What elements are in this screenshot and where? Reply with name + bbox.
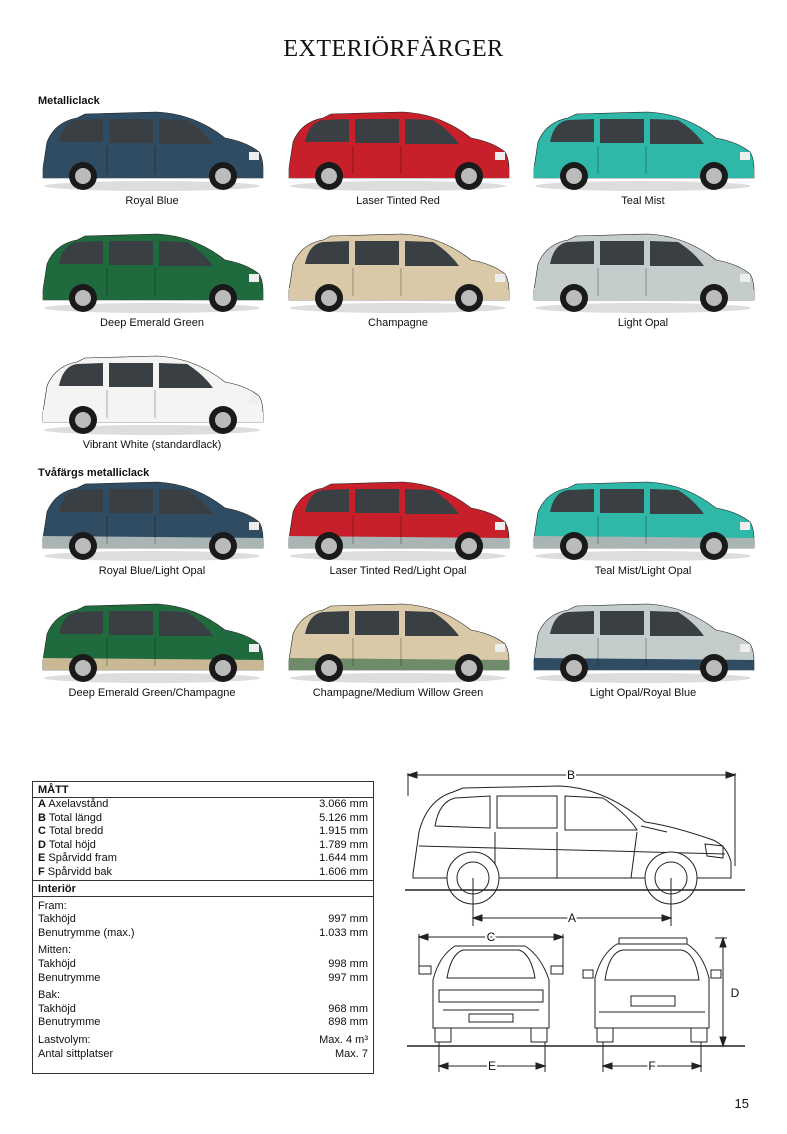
color-name: Light Opal <box>617 317 669 329</box>
dimension-row <box>33 852 373 866</box>
dimension-key: B <box>38 811 46 824</box>
color-name: Champagne <box>368 317 428 329</box>
color-swatch <box>37 352 267 452</box>
color-swatch <box>283 108 513 208</box>
color-name: Royal Blue/Light Opal <box>98 565 206 577</box>
interior-label: Antal sittplatser <box>38 1047 114 1060</box>
color-name: Light Opal/Royal Blue <box>589 687 697 699</box>
interior-value: Max. 4 m³ <box>319 1033 368 1046</box>
color-swatch <box>283 230 513 330</box>
dimension-key: E <box>38 852 46 865</box>
dimension-value: 1.606 mm <box>319 865 368 878</box>
label-f: F <box>648 1059 656 1073</box>
color-swatch <box>528 230 758 330</box>
interior-value: 968 mm <box>328 1002 368 1015</box>
interior-group-title: Mitten: <box>38 944 72 957</box>
interior-value: 898 mm <box>328 1016 368 1029</box>
interior-value: 997 mm <box>328 913 368 926</box>
section-label-metallic: Metalliclack <box>38 95 100 107</box>
dimension-key: A <box>38 798 46 810</box>
color-name: Teal Mist <box>621 195 665 207</box>
dimensions-header: MÅTT <box>33 782 373 798</box>
interior-group-title: Bak: <box>38 989 61 1002</box>
dimension-label: Axelavstånd <box>48 798 109 810</box>
dimension-value: 5.126 mm <box>319 811 368 824</box>
dimensions-table <box>32 781 374 1074</box>
dimension-value: 1.915 mm <box>319 825 368 838</box>
interior-value: 998 mm <box>328 957 368 970</box>
interior-row <box>33 1003 373 1017</box>
dimension-rows <box>33 798 373 880</box>
color-swatch <box>37 600 267 700</box>
color-swatch <box>528 600 758 700</box>
label-a: A <box>567 911 577 925</box>
color-name: Deep Emerald Green <box>100 317 204 329</box>
dimension-key: C <box>38 825 46 838</box>
color-name: Laser Tinted Red/Light Opal <box>329 565 467 577</box>
label-b: B <box>566 768 576 782</box>
color-swatch <box>528 478 758 578</box>
label-d: D <box>730 986 740 1000</box>
interior-group-title: Fram: <box>38 899 67 912</box>
dimension-label: Total höjd <box>48 838 96 851</box>
dimension-label: Spårvidd bak <box>47 865 113 878</box>
interior-label: Benutrymme <box>38 971 101 984</box>
interior-label: Benutrymme <box>38 1016 101 1029</box>
interior-extra-row <box>33 1034 373 1048</box>
interior-label: Takhöjd <box>38 913 76 926</box>
color-name: Laser Tinted Red <box>356 195 440 207</box>
color-swatch <box>37 478 267 578</box>
interior-label: Benutrymme (max.) <box>38 926 135 939</box>
dimension-row <box>33 839 373 853</box>
section-label-two-tone: Tvåfärgs metalliclack <box>38 467 150 479</box>
interior-value: 1.033 mm <box>319 926 368 939</box>
interior-value: 997 mm <box>328 971 368 984</box>
color-name: Vibrant White (standardlack) <box>82 439 222 451</box>
color-name: Teal Mist/Light Opal <box>594 565 692 577</box>
color-swatch <box>37 230 267 330</box>
interior-label: Takhöjd <box>38 1002 76 1015</box>
color-name: Champagne/Medium Willow Green <box>312 687 484 699</box>
interior-extra-row <box>33 1048 373 1062</box>
interior-label: Lastvolym: <box>38 1033 91 1046</box>
dimension-key: F <box>38 865 45 878</box>
interior-row <box>33 927 373 941</box>
color-name: Royal Blue <box>125 195 179 207</box>
page-number: 15 <box>734 1096 749 1111</box>
dimension-label: Spårvidd fram <box>48 852 117 865</box>
color-name: Deep Emerald Green/Champagne <box>68 687 236 699</box>
dimension-row <box>33 825 373 839</box>
interior-header: Interiör <box>33 880 373 897</box>
interior-rows <box>33 897 373 1062</box>
dimension-key: D <box>38 838 46 851</box>
dimension-value: 1.789 mm <box>319 838 368 851</box>
interior-row <box>33 958 373 972</box>
color-swatch <box>283 478 513 578</box>
dimension-value: 3.066 mm <box>319 798 368 810</box>
color-swatch <box>37 108 267 208</box>
interior-value: Max. 7 <box>334 1047 368 1060</box>
dimension-value: 1.644 mm <box>319 852 368 865</box>
interior-row <box>33 913 373 927</box>
dimension-row <box>33 798 373 812</box>
dimension-label: Total bredd <box>48 825 104 838</box>
color-swatch <box>283 600 513 700</box>
dimension-diagram <box>405 766 750 1081</box>
dimension-row <box>33 866 373 880</box>
page-title: EXTERIÖRFÄRGER <box>283 36 504 62</box>
dimension-row <box>33 812 373 826</box>
color-swatch <box>528 108 758 208</box>
interior-label: Takhöjd <box>38 957 76 970</box>
interior-row <box>33 1016 373 1030</box>
label-c: C <box>486 930 496 944</box>
dimension-label: Total längd <box>48 811 103 824</box>
label-e: E <box>487 1059 497 1073</box>
interior-row <box>33 972 373 986</box>
